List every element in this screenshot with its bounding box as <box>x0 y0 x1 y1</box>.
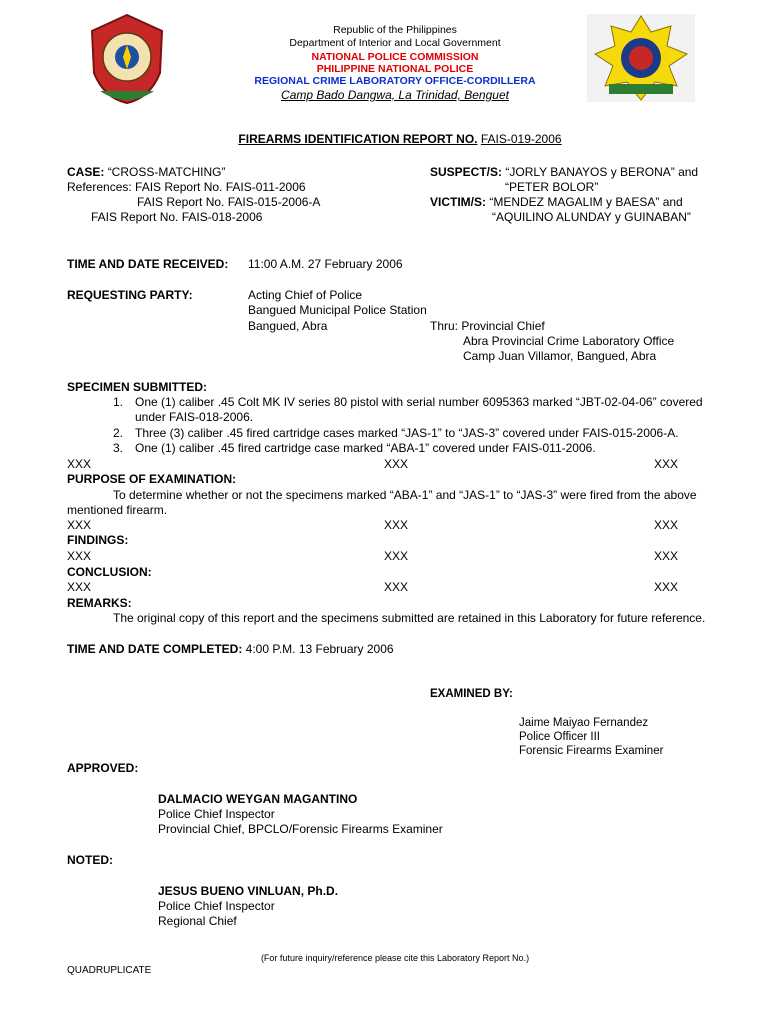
specimen-item-2-num: 2. <box>113 426 124 440</box>
header-pnp: PHILIPPINE NATIONAL POLICE <box>316 63 474 75</box>
completed-value: 4:00 P.M. 13 February 2006 <box>245 642 394 656</box>
case-label: CASE: <box>67 165 105 179</box>
requesting-line-3: Bangued, Abra <box>248 319 328 333</box>
separator-center: XXX <box>384 580 409 594</box>
findings-label: FINDINGS: <box>67 533 129 547</box>
footer-note: (For future inquiry/reference please cite this Laboratory Report No.) <box>260 953 530 963</box>
pnp-seal-logo <box>90 13 165 105</box>
separator-center: XXX <box>384 518 409 532</box>
purpose-line-2: mentioned firearm. <box>67 503 168 517</box>
separator-left: XXX <box>67 457 92 471</box>
specimen-item-3: One (1) caliber .45 fired cartridge case marked “ABA-1” covered under FAIS-011-2006. <box>135 441 596 455</box>
examined-label: EXAMINED BY: <box>430 688 513 700</box>
noter-position: Regional Chief <box>158 914 237 928</box>
separator-left: XXX <box>67 580 92 594</box>
remarks-label: REMARKS: <box>67 596 132 610</box>
copy-marker: QUADRUPLICATE <box>67 965 152 976</box>
received-value: 11:00 A.M. 27 February 2006 <box>248 257 403 271</box>
header-department: Department of Interior and Local Government <box>289 37 501 49</box>
separator-right: XXX <box>654 580 679 594</box>
thru-line-2: Abra Provincial Crime Laboratory Office <box>463 334 675 348</box>
approver-name: DALMACIO WEYGAN MAGANTINO <box>158 792 358 806</box>
victims-value-1: “MENDEZ MAGALIM y BAESA” and <box>489 195 683 209</box>
separator-right: XXX <box>654 457 679 471</box>
header-republic: Republic of the Philippines <box>333 24 457 36</box>
completed-line <box>67 642 394 656</box>
suspects-label: SUSPECT/S: <box>430 165 503 179</box>
separator-center: XXX <box>384 457 409 471</box>
specimen-item-1-num: 1. <box>113 395 124 409</box>
report-title <box>230 132 570 146</box>
specimen-item-1-cont: under FAIS-018-2006. <box>135 410 254 424</box>
victims-label: VICTIM/S: <box>430 195 486 209</box>
separator-center: XXX <box>384 549 409 563</box>
report-title-label: FIREARMS IDENTIFICATION REPORT NO. <box>238 132 478 146</box>
requesting-line-2: Bangued Municipal Police Station <box>248 303 427 317</box>
examiner-position: Forensic Firearms Examiner <box>519 745 664 757</box>
completed-label: TIME AND DATE COMPLETED: <box>67 642 243 656</box>
requesting-label: REQUESTING PARTY: <box>67 288 193 302</box>
approver-rank: Police Chief Inspector <box>158 807 275 821</box>
separator-right: XXX <box>654 549 679 563</box>
header-address: Camp Bado Dangwa, La Trinidad, Benguet <box>281 88 509 102</box>
noter-rank: Police Chief Inspector <box>158 899 275 913</box>
approved-label: APPROVED: <box>67 761 139 775</box>
suspects-value-2: “PETER BOLOR” <box>505 180 599 194</box>
purpose-line-1: To determine whether or not the specimens marked “ABA-1” and “JAS-1” to “JAS-3” were fired from the above <box>113 488 697 502</box>
purpose-label: PURPOSE OF EXAMINATION: <box>67 472 237 486</box>
noter-name: JESUS BUENO VINLUAN, Ph.D. <box>158 884 339 898</box>
thru-line-3: Camp Juan Villamor, Bangued, Abra <box>463 349 657 363</box>
crime-lab-logo <box>587 14 695 102</box>
approver-position: Provincial Chief, BPCLO/Forensic Firearms Examiner <box>158 822 443 836</box>
specimen-item-1: One (1) caliber .45 Colt MK IV series 80 pistol with serial number 6095363 marked “JBT-02-04-06” covered <box>135 395 703 409</box>
suspects-line <box>430 165 698 179</box>
noted-label: NOTED: <box>67 853 113 867</box>
case-line <box>67 165 225 179</box>
reference-2: FAIS Report No. FAIS-015-2006-A <box>137 195 321 209</box>
header-rclo: REGIONAL CRIME LABORATORY OFFICE-CORDILLERA <box>254 75 536 87</box>
specimen-item-2: Three (3) caliber .45 fired cartridge cases marked “JAS-1” to “JAS-3” covered under FAIS-015-2006-A. <box>135 426 679 440</box>
case-value: “CROSS-MATCHING” <box>107 165 226 179</box>
conclusion-label: CONCLUSION: <box>67 565 152 579</box>
examiner-rank: Police Officer III <box>519 731 600 743</box>
separator-left: XXX <box>67 549 92 563</box>
remarks-text: The original copy of this report and the specimens submitted are retained in this Laboratory for future reference. <box>113 611 706 625</box>
received-label: TIME AND DATE RECEIVED: <box>67 257 229 271</box>
specimen-item-3-num: 3. <box>113 441 124 455</box>
requesting-line-1: Acting Chief of Police <box>248 288 363 302</box>
header-napolcom: NATIONAL POLICE COMMISSION <box>311 51 479 63</box>
crime-lab-badge-icon <box>587 14 695 102</box>
report-number: FAIS-019-2006 <box>480 132 562 146</box>
thru-line-1: Thru: Provincial Chief <box>430 319 545 333</box>
separator-right: XXX <box>654 518 679 532</box>
reference-1: References: FAIS Report No. FAIS-011-2006 <box>67 180 306 194</box>
victims-line <box>430 195 683 209</box>
examiner-name: Jaime Maiyao Fernandez <box>519 717 649 729</box>
victims-value-2: “AQUILINO ALUNDAY y GUINABAN” <box>492 210 691 224</box>
reference-3: FAIS Report No. FAIS-018-2006 <box>91 210 263 224</box>
separator-left: XXX <box>67 518 92 532</box>
suspects-value-1: “JORLY BANAYOS y BERONA” and <box>505 165 699 179</box>
specimen-label: SPECIMEN SUBMITTED: <box>67 380 208 394</box>
pnp-seal-icon <box>90 13 165 105</box>
